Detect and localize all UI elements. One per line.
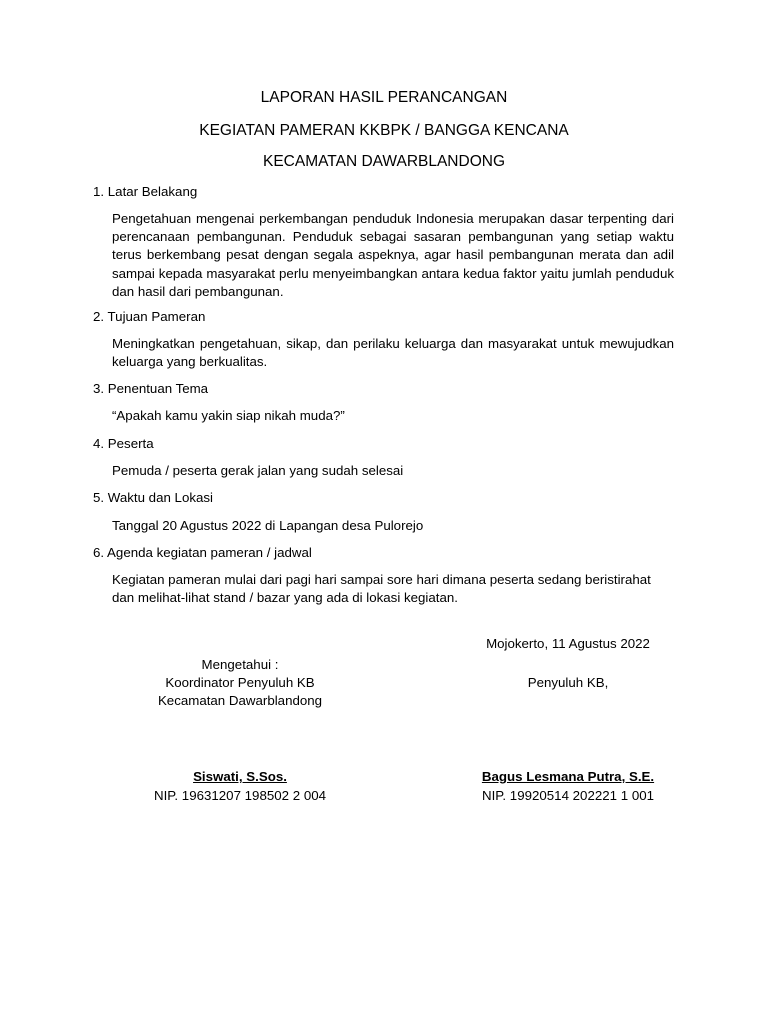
section-heading-objective: 2. Tujuan Pameran (93, 309, 206, 324)
report-title-line-3: KECAMATAN DAWARBLANDONG (263, 153, 505, 170)
section-heading-agenda: 6. Agenda kegiatan pameran / jadwal (93, 545, 312, 560)
right-signer-name: Bagus Lesmana Putra, S.E. (481, 769, 655, 784)
left-signer-line-1: Mengetahui : (201, 657, 279, 672)
right-signer-nip: NIP. 19920514 202221 1 001 (481, 788, 655, 803)
section-body-agenda: Kegiatan pameran mulai dari pagi hari sampai sore hari dimana peserta sedang beristirahat dan melihat-lihat stand / bazar yang ada di lokasi kegiatan. (112, 572, 651, 606)
left-signer-line-2: Koordinator Penyuluh KB (165, 675, 315, 690)
report-title-line-2: KEGIATAN PAMERAN KKBPK / BANGGA KENCANA (199, 122, 569, 139)
left-signer-nip: NIP. 19631207 198502 2 004 (153, 788, 327, 803)
section-heading-background: 1. Latar Belakang (93, 184, 198, 199)
section-body-participants: Pemuda / peserta gerak jalan yang sudah selesai (112, 463, 404, 478)
section-body-theme: “Apakah kamu yakin siap nikah muda?” (112, 408, 345, 423)
section-heading-theme: 3. Penentuan Tema (93, 381, 209, 396)
left-signer-line-3: Kecamatan Dawarblandong (157, 693, 323, 708)
right-signer-role: Penyuluh KB, (527, 675, 609, 690)
left-signer-name: Siswati, S.Sos. (193, 769, 287, 784)
report-title-line-1: LAPORAN HASIL PERANCANGAN (260, 89, 508, 106)
section-body-background: Pengetahuan mengenai perkembangan penduduk Indonesia merupakan dasar terpenting dari perencanaan pembangunan. Penduduk sebagai sasaran pembangunan yang setiap waktu terus berkembang pesat dengan segala aspeknya, agar hasil pembangunan merata dan adil sampai kepada masyarakat perlu menyeimbangkan antara kedua faktor yaitu jumlah penduduk dan hasil dari pembangunan. (112, 211, 674, 299)
section-body-time-location: Tanggal 20 Agustus 2022 di Lapangan desa Pulorejo (112, 518, 424, 533)
section-body-objective: Meningkatkan pengetahuan, sikap, dan perilaku keluarga dan masyarakat untuk mewujudkan keluarga yang berkualitas. (112, 336, 674, 370)
section-heading-time-location: 5. Waktu dan Lokasi (93, 490, 213, 505)
section-heading-participants: 4. Peserta (93, 436, 154, 451)
place-date: Mojokerto, 11 Agustus 2022 (486, 636, 650, 651)
